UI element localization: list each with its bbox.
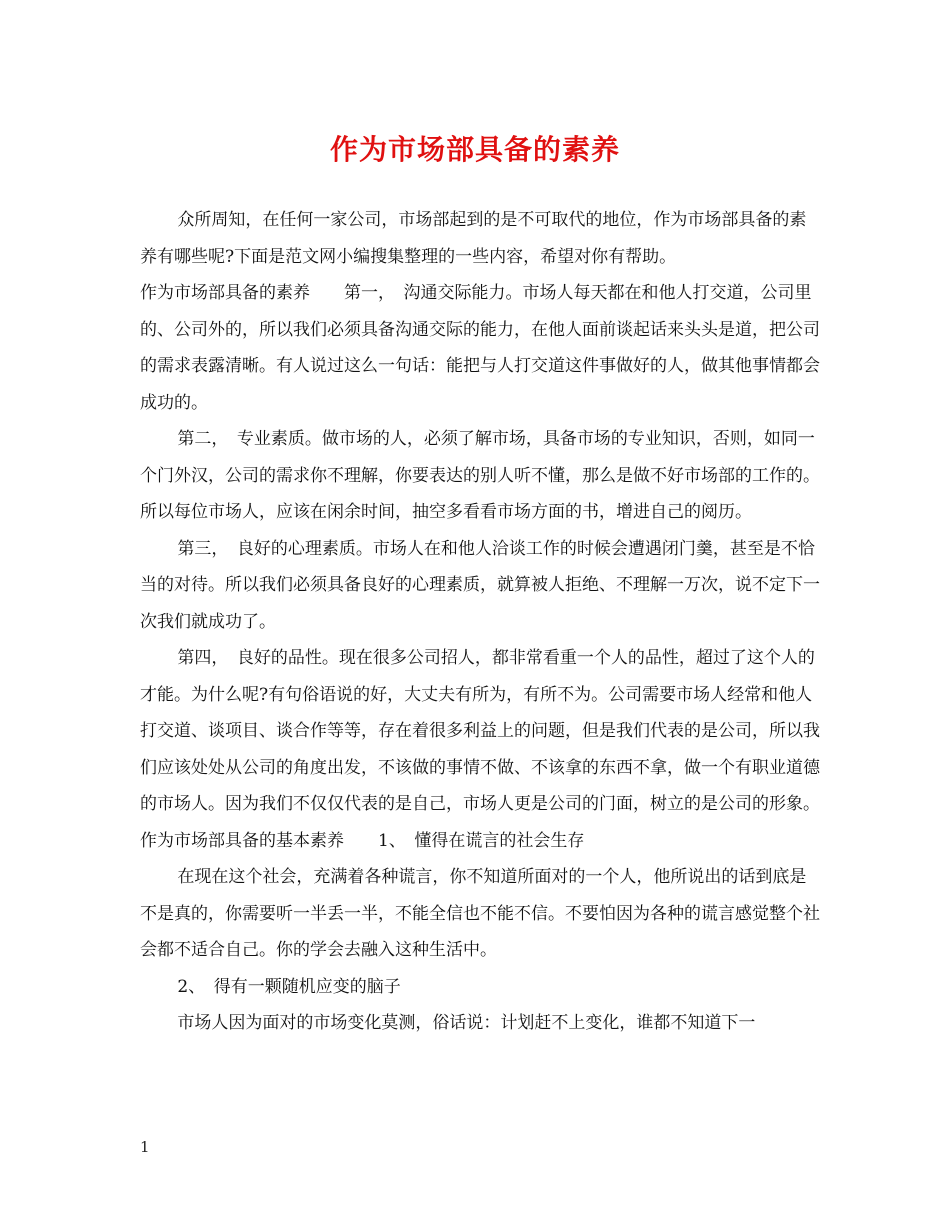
- paragraph-third: 第三， 良好的心理素质。市场人在和他人洽谈工作的时候会遭遇闭门羹，甚至是不恰当的对待。所以我们必须具备良好的心理素质，就算被人拒绝、不理解一万次，说不定下一次我们就成功了。: [140, 538, 820, 632]
- paragraph-section2-heading: 作为市场部具备的基本素养 1、 懂得在谎言的社会生存: [140, 830, 585, 851]
- paragraph-market-change: 市场人因为面对的市场变化莫测，俗话说：计划赶不上变化，谁都不知道下一: [177, 1013, 756, 1033]
- document-body: [140, 202, 820, 1042]
- paragraph-section1-first: 作为市场部具备的素养 第一， 沟通交际能力。市场人每天都在和他人打交道，公司里的、公司外的，所以我们必须具备沟通交际的能力，在他人面前谈起话来头头是道，把公司的需求表露清晰。有人说过这么一句话：能把与人打交道这件事做好的人，做其他事情都会成功的。: [140, 283, 820, 413]
- paragraph-lies: 在现在这个社会，充满着各种谎言，你不知道所面对的一个人，他所说出的话到底是不是真的，你需要听一半丢一半，不能全信也不能不信。不要怕因为各种的谎言感觉整个社会都不适合自己。你的学会去融入这种生活中。: [140, 867, 820, 960]
- paragraph-point2-heading: 2、 得有一颗随机应变的脑子: [177, 976, 401, 997]
- paragraph-second: 第二， 专业素质。做市场的人，必须了解市场，具备市场的专业知识，否则，如同一个门外汉，公司的需求你不理解，你要表达的别人听不懂，那么是做不好市场部的工作的。所以每位市场人，应该在闲余时间，抽空多看看市场方面的书，增进自己的阅历。: [140, 429, 820, 522]
- page-number: 1: [140, 1138, 150, 1156]
- paragraph-intro: 众所周知，在任何一家公司，市场部起到的是不可取代的地位，作为市场部具备的素养有哪些呢?下面是范文网小编搜集整理的一些内容，希望对你有帮助。: [140, 210, 807, 267]
- paragraph-fourth: 第四， 良好的品性。现在很多公司招人，都非常看重一个人的品性，超过了这个人的才能。为什么呢?有句俗语说的好，大丈夫有所为，有所不为。公司需要市场人经常和他人打交道、谈项目、谈合作等等，存在着很多利益上的问题，但是我们代表的是公司，所以我们应该处处从公司的角度出发，不该做的事情不做、不该拿的东西不拿，做一个有职业道德的市场人。因为我们不仅仅代表的是自己，市场人更是公司的门面，树立的是公司的形象。: [140, 648, 820, 814]
- page-title: 作为市场部具备的素养: [329, 133, 620, 166]
